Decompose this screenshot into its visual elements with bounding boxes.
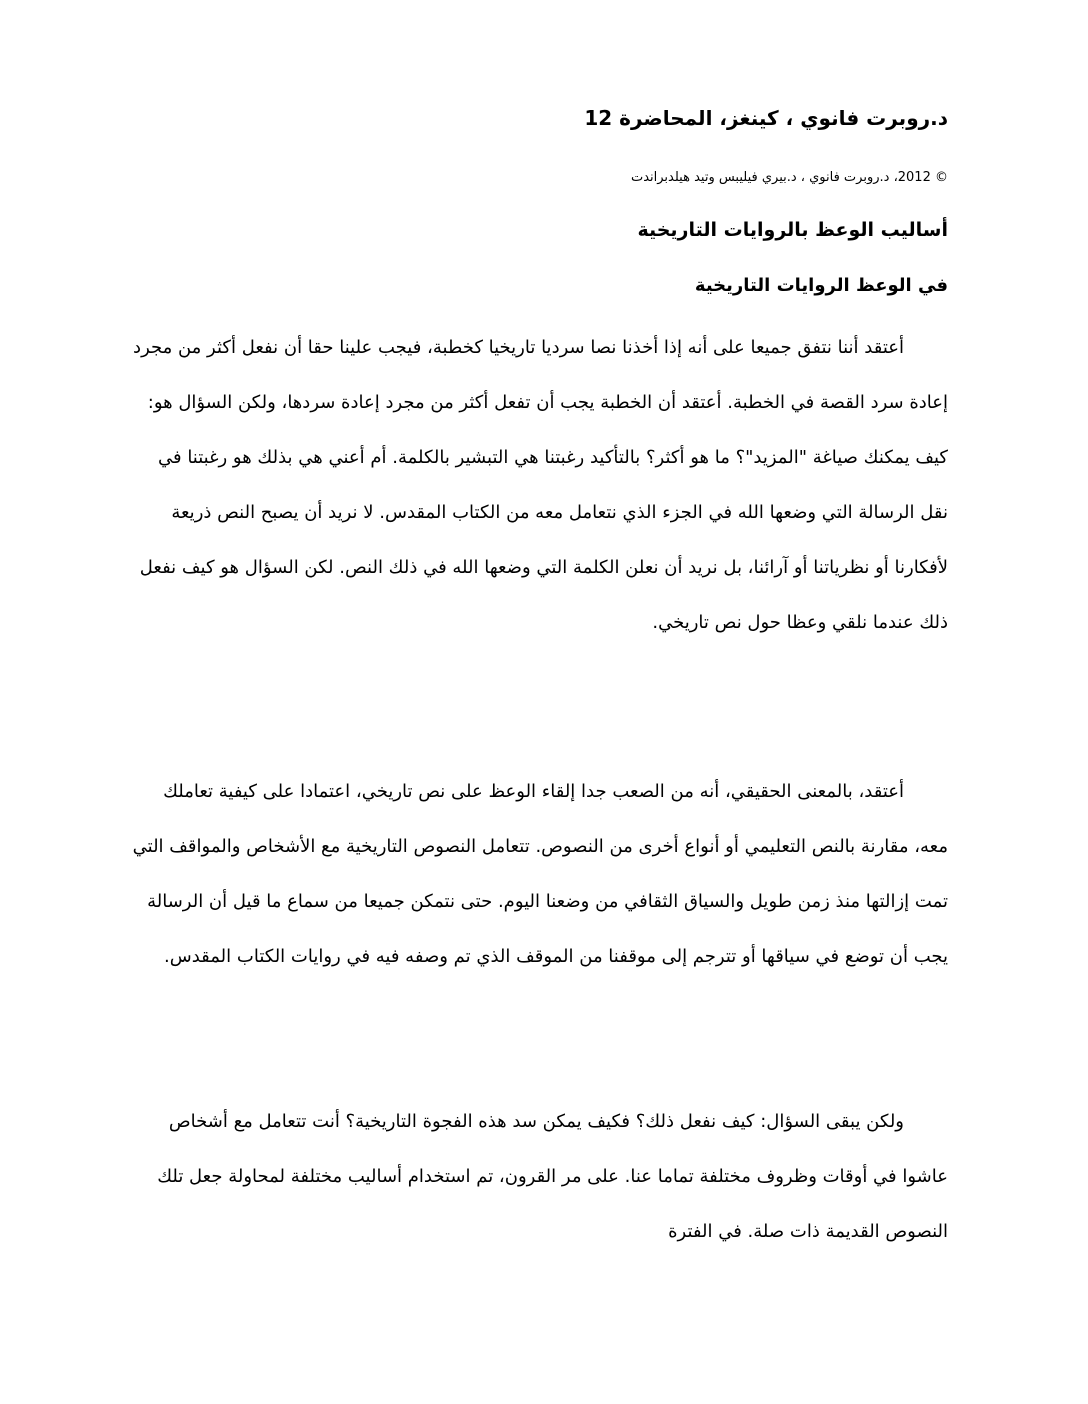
copyright-line: © 2012، د.روبرت فانوي ، د.بيري فيليبس وتيد هيلدبراندت	[630, 170, 948, 185]
document-title: د.روبرت فانوي ، كينغز، المحاضرة 12	[584, 106, 948, 130]
section-heading: أساليب الوعظ بالروايات التاريخية	[637, 219, 948, 241]
paragraph-3: ولكن يبقى السؤال: كيف نفعل ذلك؟ فكيف يمكن سد هذه الفجوة التاريخية؟ أنت تتعامل مع أشخاص عاشوا في أوقات وظروف مختلفة تماما عنا. على مر القرون، تم استخدام أساليب مختلفة لمحاولة جعل تلك النصوص القديمة ذات صلة. في الفترة	[157, 1111, 948, 1242]
paragraph-2: أعتقد، بالمعنى الحقيقي، أنه من الصعب جدا إلقاء الوعظ على نص تاريخي، اعتمادا على كيفية تعاملك معه، مقارنة بالنص التعليمي أو أنواع أخرى من النصوص. تتعامل النصوص التاريخية مع الأشخاص والمواقف التي تمت إزالتها منذ زمن طويل والسياق الثقافي من وضعنا اليوم. حتى نتمكن جميعا من سماع ما قيل أن الرسالة يجب أن توضع في سياقها أو تترجم إلى موقفنا من الموقف الذي تم وصفه فيه في روايات الكتاب المقدس.	[132, 781, 948, 967]
section-subheading: في الوعظ الروايات التاريخية	[694, 275, 948, 296]
paragraph-1: أعتقد أننا نتفق جميعا على أنه إذا أخذنا نصا سرديا تاريخيا كخطبة، فيجب علينا حقا أن نفعل أكثر من مجرد إعادة سرد القصة في الخطبة. أعتقد أن الخطبة يجب أن تفعل أكثر من مجرد إعادة سردها، ولكن السؤال هو: كيف يمكنك صياغة "المزيد"؟ ما هو أكثر؟ بالتأكيد رغبتنا هي التبشير بالكلمة. أم أعني هي بذلك هو رغبتنا في نقل الرسالة التي وضعها الله في الجزء الذي نتعامل معه من الكتاب المقدس. لا نريد أن يصبح النص ذريعة لأفكارنا أو نظرياتنا أو آرائنا، بل نريد أن نعلن الكلمة التي وضعها الله في ذلك النص. لكن السؤال هو كيف نفعل ذلك عندما نلقي وعظا حول نص تاريخي.	[133, 337, 948, 633]
